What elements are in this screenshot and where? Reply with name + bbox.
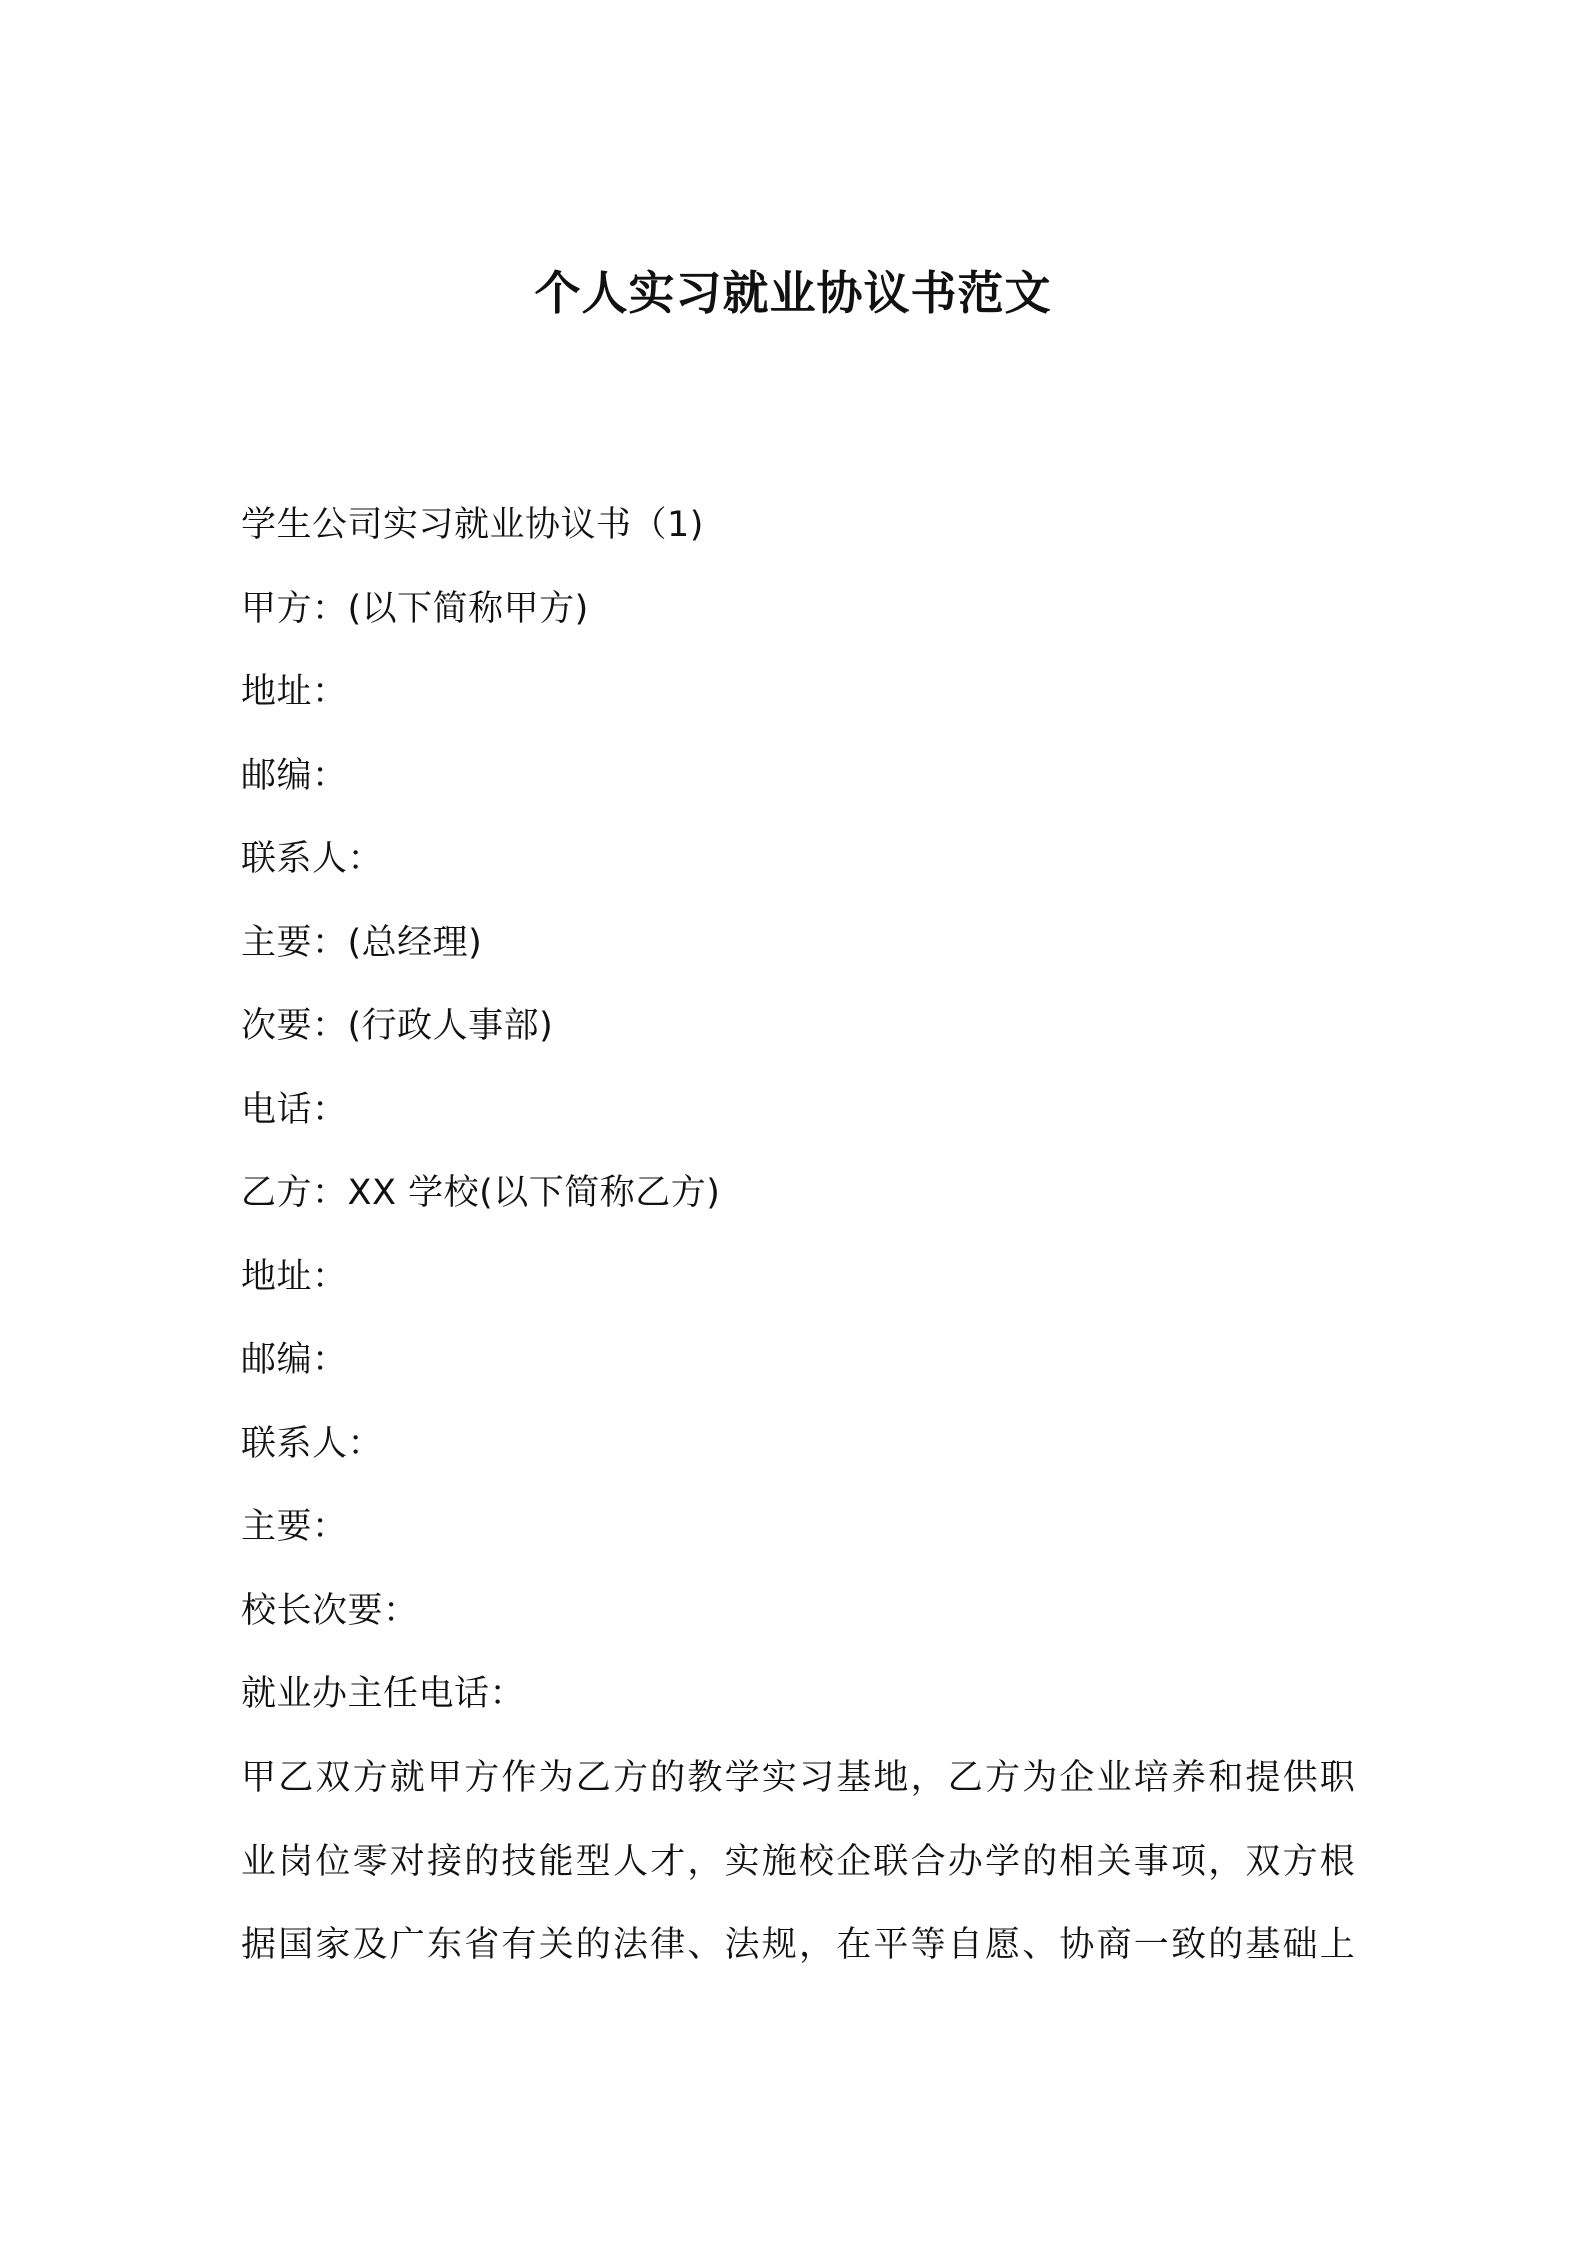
party-b-secondary: 校长次要： — [241, 1590, 419, 1631]
party-a-contact: 联系人： — [241, 839, 384, 879]
field-list — [241, 490, 1361, 1743]
party-a-address: 地址： — [241, 672, 348, 712]
party-a-phone: 电话： — [241, 1089, 348, 1130]
party-a-postcode: 邮编： — [241, 755, 348, 796]
document-title: 个人实习就业协议书范文 — [534, 266, 1052, 320]
body-paragraph — [241, 1743, 1361, 1994]
party-b-line: 乙方：XX 学校(以下简称乙方) — [241, 1173, 721, 1213]
party-a-line: 甲方：(以下简称甲方) — [241, 588, 589, 629]
paragraph-line: 甲乙双方就甲方作为乙方的教学实习基地，乙方为企业培养和提供职 — [241, 1758, 1358, 1798]
party-b-address: 地址： — [241, 1256, 348, 1297]
section-heading: 学生公司实习就业协议书（1) — [241, 505, 704, 545]
paragraph-line: 据国家及广东省有关的法律、法规，在平等自愿、协商一致的基础上 — [241, 1925, 1358, 1965]
party-b-postcode: 邮编： — [241, 1340, 348, 1380]
party-a-secondary: 次要：(行政人事部) — [241, 1006, 554, 1046]
party-b-primary: 主要： — [241, 1507, 348, 1547]
party-b-phone: 就业办主任电话： — [241, 1674, 526, 1714]
party-a-primary: 主要：(总经理) — [241, 922, 483, 963]
paragraph-line: 业岗位零对接的技能型人才，实施校企联合办学的相关事项，双方根 — [241, 1841, 1358, 1882]
party-b-contact: 联系人： — [241, 1423, 384, 1464]
